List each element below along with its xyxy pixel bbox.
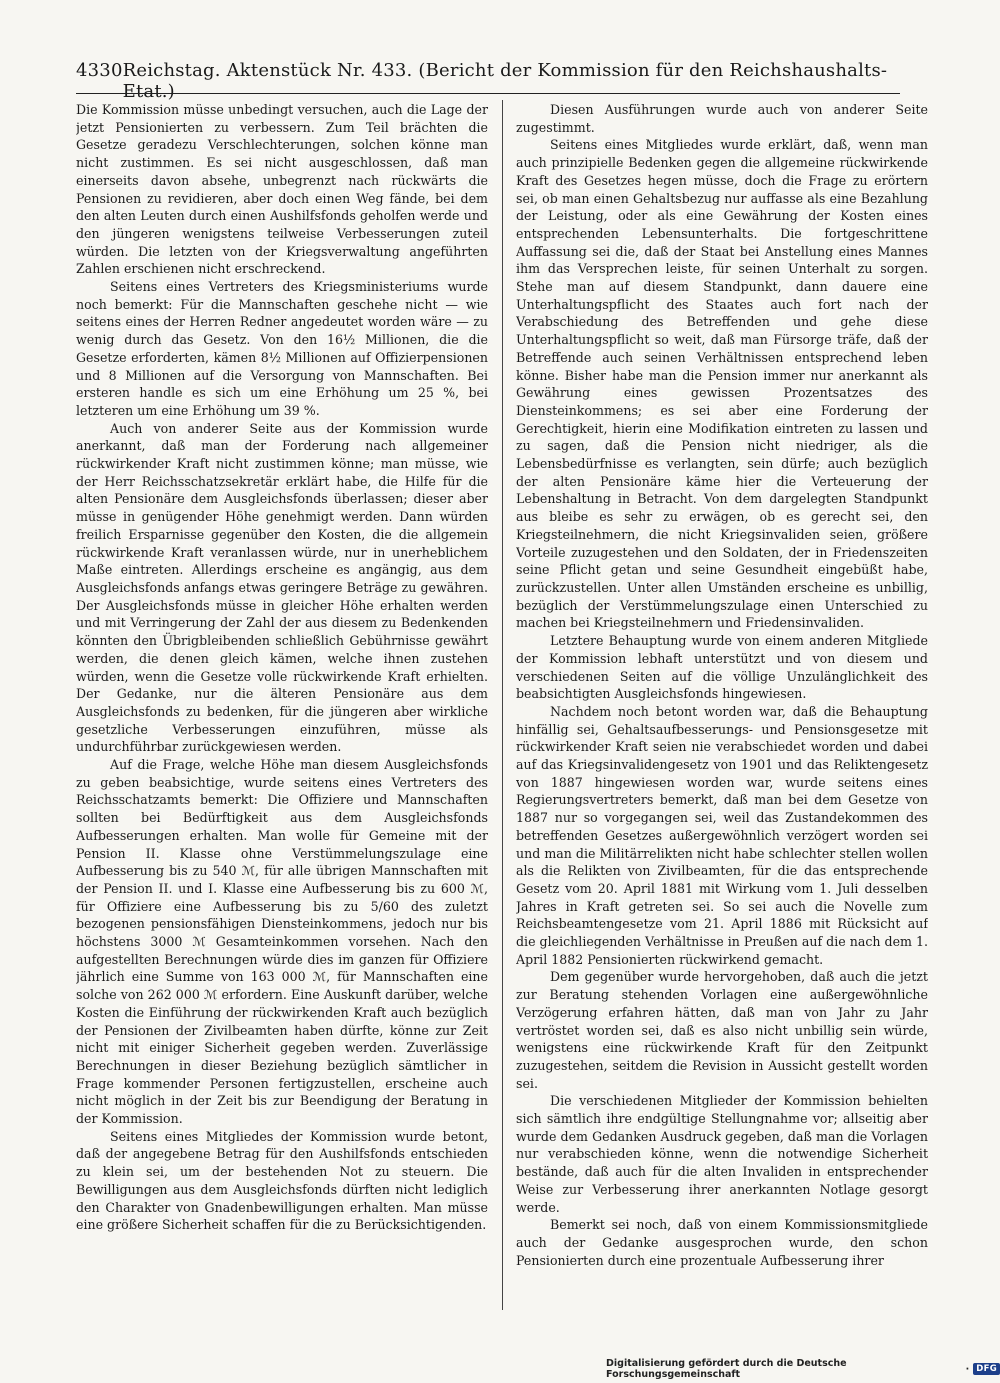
paragraph: Die Kommission müsse unbedingt versuchen, auch die Lage der jetzt Pensionierten zu verbessern. Zum Teil brächten die Gesetze geradezu Verschlechterungen, solchen könne man nicht zustimmen. Es sei nicht ausgeschlossen, daß man einerseits davon absehe, unbegrenzt nach rückwärts die Pensionen zu revidieren, aber doch einen Weg fände, bei dem den alten Leuten durch einen Aushilfsfonds geholfen werde und den jüngeren wenigstens teilweise Verbesserungen zuteil würden. Die letzten von der Kriegsverwaltung angeführten Zahlen erschienen nicht erschreckend. bbox=[76, 102, 488, 277]
credit-text: Digitalisierung gefördert durch die Deutsche Forschungsgemeinschaft bbox=[606, 1358, 847, 1380]
paragraph: Seitens eines Mitgliedes wurde erklärt, daß, wenn man auch prinzipielle Bedenken gegen die allgemeine rückwirkende Kraft des Gesetzes hegen müsse, doch die Frage zu erörtern sei, ob man einen Gehaltsbezug nur auffasse als eine Bezahlung der Leistung, oder als eine Gewährung der Kosten eines entsprechenden Lebensunterhalts. Die fortgeschrittene Auffassung sei die, daß der Staat bei Anstellung eines Mannes ihm das Versprechen leiste, für seinen Unterhalt zu sorgen. Stehe man auf diesem Standpunkt, dann dauere eine Unterhaltungspflicht des Staates auch fort nach der Verabschiedung des Betreffenden und gehe diese Unterhaltungspflicht so weit, daß man Fürsorge träfe, daß der Betreffende auch seinen Verhältnissen entsprechend leben könne. Bisher habe man die Pension immer nur anerkannt als Gewährung eines gewissen Prozentsatzes des Diensteinkommens; es sei aber eine Forderung der Gerechtigkeit, hierin eine Modifikation eintreten zu lassen und zu sagen, daß die Pension nicht niedriger, als die Lebensbedürfnisse es verlangten, sein dürfe; auch bezüglich der alten Pensionäre käme hier die Verteuerung der Lebenshaltung in Betracht. Von dem dargelegten Standpunkt aus bleibe es sehr zu erwägen, ob es gerecht sei, den Kriegsteilnehmern, die nicht Kriegsinvaliden seien, größere Vorteile zuzugestehen und den Soldaten, der in Friedenszeiten seine Pflicht getan und seine Gesundheit eingebüßt habe, zurückzustellen. Unter allen Umständen erscheine es unbillig, bezüglich der Verstümmelungszulage einen Unterschied zu machen bei Kriegsteilnehmern und Friedensinvaliden. bbox=[516, 137, 928, 631]
credit-separator: · bbox=[965, 1363, 970, 1375]
paragraph: Auf die Frage, welche Höhe man diesem Ausgleichsfonds zu geben beabsichtige, wurde seitens eines Vertreters des Reichsschatzamts bemerkt: Die Offiziere und Mannschaften sollten bei Bedürftigkeit aus dem Ausgleichsfonds Aufbesserungen erhalten. Man wolle für Gemeine mit der Pension II. Klasse ohne Verstümmelungszulage eine Aufbesserung bis zu 540 ℳ, für alle übrigen Mannschaften mit der Pension II. und I. Klasse eine Aufbesserung bis zu 600 ℳ, für Offiziere eine Aufbesserung bis zu 5/60 des zuletzt bezogenen pensionsfähigen Diensteinkommens, jedoch nur bis höchstens 3000 ℳ Gesamteinkommen vorsehen. Nach den aufgestellten Berechnungen würde dies im ganzen für Offiziere jährlich eine Summe von 163 000 ℳ, für Mannschaften eine solche von 262 000 ℳ erfordern. Eine Auskunft darüber, welche Kosten die Einführung der rückwirkenden Kraft auch bezüglich der Pensionen der Zivilbeamten haben dürfte, könne zur Zeit nicht mit einiger Sicherheit gegeben werden. Zuverlässige Berechnungen in dieser Beziehung bezüglich sämtlicher in Frage kommender Personen fertigzustellen, erscheine auch nicht möglich in der Zeit bis zur Beendigung der Beratung in der Kommission. bbox=[76, 757, 488, 1127]
running-title: Reichstag. Aktenstück Nr. 433. (Bericht der Kommission für den Reichshaushalts-Etat.) bbox=[122, 60, 888, 102]
paragraph: Letztere Behauptung wurde von einem anderen Mitgliede der Kommission lebhaft unterstützt und von diesem und verschiedenen Seiten auf die völlige Unzulänglichkeit des beabsichtigten Ausgleichsfonds hingewiesen. bbox=[516, 633, 928, 702]
paragraph: Bemerkt sei noch, daß von einem Kommissionsmitgliede auch der Gedanke ausgesprochen wurde, den schon Pensionierten durch eine prozentuale Aufbesserung ihrer bbox=[516, 1217, 928, 1268]
paragraph: Auch von anderer Seite aus der Kommission wurde anerkannt, daß man der Forderung nach allgemeiner rückwirkender Kraft nicht zustimmen könne; man müsse, wie der Herr Reichsschatzsekretär erklärt habe, die Hilfe für die alten Pensionäre dem Ausgleichsfonds überlassen; dieser aber müsse in genügender Höhe genehmigt werden. Dann würden freilich Ersparnisse gegenüber den Kosten, die die allgemein rückwirkende Kraft veranlassen würde, nur in unerheblichem Maße eintreten. Allerdings erscheine es angängig, aus dem Ausgleichsfonds anfangs etwas geringere Beträge zu gewähren. Der Ausgleichsfonds müsse in gleicher Höhe erhalten werden und mit Verringerung der Zahl der aus diesem zu Bedenkenden könnten den Übrigbleibenden schließlich Gebührnisse gewährt werden, die denen gleich kämen, welche ihnen zustehen würden, wenn die Gesetze volle rückwirkende Kraft erhielten. Der Gedanke, nur die älteren Pensionäre aus dem Ausgleichsfonds zu bedenken, für die jüngeren aber wirkliche gesetzliche Verbesserungen einzuführen, müsse als undurchführbar zurückgewiesen werden. bbox=[76, 420, 488, 755]
right-column bbox=[516, 101, 928, 1311]
page-header bbox=[76, 60, 896, 102]
paragraph: Seitens eines Mitgliedes der Kommission wurde betont, daß der angegebene Betrag für den Aushilfsfonds entschieden zu klein sei, um der bestehenden Not zu steuern. Die Bewilligungen aus dem Ausgleichsfonds dürften nicht lediglich den Charakter von Gnadenbewilligungen erhalten. Man müsse eine größere Sicherheit schaffen für die zu Berücksichtigenden. bbox=[76, 1128, 488, 1233]
header-rule bbox=[76, 93, 900, 94]
paragraph: Seitens eines Vertreters des Kriegsministeriums wurde noch bemerkt: Für die Mannschaften geschehe nicht — wie seitens eines der Herren Redner angedeutet worden wäre — zu wenig durch das Gesetz. Von den 16½ Millionen, die die Gesetze erforderten, kämen 8½ Millionen auf Offizierpensionen und 8 Millionen auf die Versorgung von Mannschaften. Bei ersteren handle es sich um eine Erhöhung um 25 %, bei letzteren um eine Erhöhung um 39 %. bbox=[76, 279, 488, 418]
page-number: 4330 bbox=[76, 60, 123, 81]
left-column bbox=[76, 101, 488, 1311]
digitization-credit bbox=[606, 1358, 1000, 1380]
paragraph: Diesen Ausführungen wurde auch von anderer Seite zugestimmt. bbox=[516, 102, 928, 135]
dfg-logo-icon: DFG bbox=[973, 1363, 1000, 1375]
paragraph: Nachdem noch betont worden war, daß die Behauptung hinfällig sei, Gehaltsaufbesserungs- und Pensionsgesetze mit rückwirkender Kraft seien nie verabschiedet worden und dabei auf das Kriegsinvalidengesetz von 1901 und das Reliktengesetz von 1887 hingewiesen worden war, wurde seitens eines Regierungsvertreters bemerkt, daß man bei dem Gesetze von 1887 nur so vorgegangen sei, weil das Zustandekommen des betreffenden Gesetzes außergewöhnlich verzögert worden sei und man die Militärrelikten nicht habe schlechter stellen wollen als die Relikten von Zivilbeamten, für die das entsprechende Gesetz vom 20. April 1881 mit Wirkung vom 1. Juli desselben Jahres in Kraft getreten sei. So sei auch die Novelle zum Reichsbeamtengesetze vom 21. April 1886 mit Rücksicht auf die gleichliegenden Verhältnisse in Preußen auf die nach dem 1. April 1882 Pensionierten rückwirkend gemacht. bbox=[516, 703, 928, 967]
paragraph: Die verschiedenen Mitglieder der Kommission behielten sich sämtlich ihre endgültige Stellungnahme vor; allseitig aber wurde dem Gedanken Ausdruck gegeben, daß man die Vorlagen nur verabschieden könne, wenn die notwendige Sicherheit bestände, daß auch für die alten Invaliden in entsprechender Weise zur Verbesserung ihrer anerkannten Notlage gesorgt werde. bbox=[516, 1093, 928, 1215]
paragraph: Dem gegenüber wurde hervorgehoben, daß auch die jetzt zur Beratung stehenden Vorlagen eine außergewöhnliche Verzögerung erfahren hätten, daß man von Jahr zu Jahr vertröstet worden sei, daß es also nicht unbillig sein würde, wenigstens eine rückwirkende Kraft für den Zeitpunkt zuzugestehen, seitdem die Revision in Aussicht gestellt worden sei. bbox=[516, 969, 928, 1091]
column-divider bbox=[502, 100, 503, 1310]
